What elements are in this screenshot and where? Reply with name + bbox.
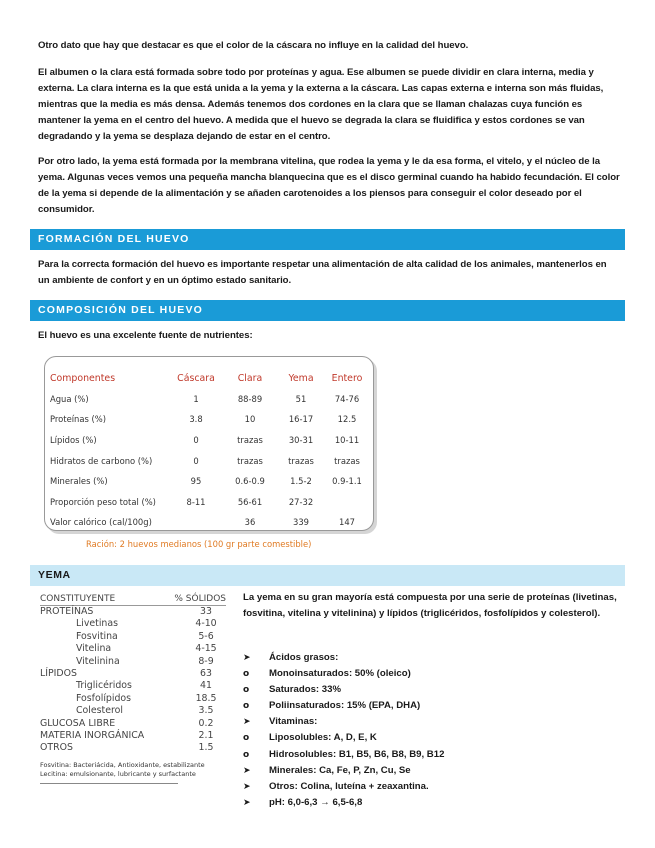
yema-list-text: Hidrosolubles: B1, B5, B6, B8, B9, B12 bbox=[269, 748, 445, 760]
yolk-table-row bbox=[40, 631, 226, 643]
composition-table-row bbox=[50, 430, 370, 451]
arrow-bullet-icon: ➤ bbox=[243, 781, 251, 792]
yolk-table-row bbox=[40, 618, 226, 630]
yolk-table-row bbox=[40, 643, 226, 655]
composition-table bbox=[50, 368, 370, 533]
yema-list-text: pH: 6,0-6,3 → 6,5-6,8 bbox=[269, 796, 363, 808]
composition-table-cell: Minerales (%) bbox=[50, 476, 108, 487]
yema-list-item bbox=[243, 650, 623, 666]
composition-table-cell: Proteínas (%) bbox=[50, 414, 107, 425]
yolk-table-row bbox=[40, 680, 226, 692]
yema-list-item bbox=[243, 666, 623, 682]
yolk-footnote-fosvitina: Fosvitina: Bacteriácida, Antioxidante, estabilizante bbox=[40, 760, 205, 769]
yolk-constituent-value: 5-6 bbox=[198, 630, 214, 642]
composition-header-cell: Entero bbox=[331, 372, 363, 384]
yolk-table-row bbox=[40, 606, 226, 618]
composition-table-cell: 1.5-2 bbox=[290, 476, 312, 487]
composition-table-cell: 0 bbox=[193, 435, 199, 446]
paragraph-formacion: Para la correcta formación del huevo es importante respetar una alimentación de alta calidad de los animales, mantenerlos en un ambiente de confort y en un óptimo estado sanitario. bbox=[38, 259, 607, 286]
yema-list-text: Saturados: 33% bbox=[269, 684, 341, 696]
yema-list-item bbox=[243, 730, 623, 746]
yema-list-item bbox=[243, 763, 623, 779]
yolk-table-row bbox=[40, 705, 226, 717]
composition-table-cell: trazas bbox=[237, 455, 263, 466]
yolk-constituents-table bbox=[40, 594, 226, 784]
circle-bullet-icon: o bbox=[243, 733, 250, 744]
arrow-bullet-icon: ➤ bbox=[243, 717, 251, 728]
composition-table-cell: 10-11 bbox=[334, 435, 360, 446]
yolk-table-row bbox=[40, 718, 226, 730]
yema-list-item bbox=[243, 698, 623, 714]
composition-table-cell bbox=[170, 512, 222, 533]
yolk-table-row bbox=[40, 693, 226, 705]
yolk-col-solids: % SÓLIDOS bbox=[174, 594, 226, 604]
composition-table-cell: trazas bbox=[288, 455, 314, 466]
yolk-constituent-value: 2.1 bbox=[198, 729, 214, 741]
yema-list-item bbox=[243, 779, 623, 795]
composition-table-cell: 10 bbox=[244, 414, 256, 425]
yema-nutrient-list bbox=[243, 650, 623, 811]
yolk-constituent-name: GLUCOSA LIBRE bbox=[40, 717, 116, 729]
composition-table-cell: 12.5 bbox=[337, 414, 357, 425]
composition-table-cell: Hidratos de carbono (%) bbox=[50, 455, 153, 466]
composition-table-row bbox=[50, 471, 370, 492]
composition-table-cell: 0.6-0.9 bbox=[235, 476, 265, 487]
composition-table-row bbox=[50, 389, 370, 410]
yema-list-text: Ácidos grasos: bbox=[269, 652, 339, 663]
composition-table-cell: 0.9-1.1 bbox=[332, 476, 362, 487]
yolk-constituent-name: Livetinas bbox=[76, 618, 118, 630]
arrow-bullet-icon: ➤ bbox=[243, 653, 251, 663]
composition-table-cell: 1 bbox=[193, 393, 199, 404]
yolk-constituent-name: PROTEÍNAS bbox=[40, 606, 94, 617]
composition-table-cell: 95 bbox=[190, 476, 202, 487]
yolk-constituent-value: 0.2 bbox=[198, 717, 214, 729]
composition-table-cell: 0 bbox=[193, 455, 199, 466]
composition-table-cell: 56-61 bbox=[237, 496, 263, 507]
yolk-footnote-lecitina: Lecitina: emulsionante, lubricante y surfactante bbox=[40, 769, 196, 778]
composition-table-row bbox=[50, 409, 370, 430]
yolk-constituent-value: 3.5 bbox=[198, 705, 214, 717]
circle-bullet-icon: o bbox=[243, 749, 250, 760]
yolk-constituent-name: Vitelina bbox=[76, 643, 112, 655]
yema-list-item bbox=[243, 682, 623, 698]
composition-table-cell: trazas bbox=[237, 435, 263, 446]
section-header-yema: YEMA bbox=[30, 565, 625, 586]
yolk-constituent-name: OTROS bbox=[40, 742, 73, 754]
yolk-table-bottom-rule bbox=[40, 783, 178, 784]
yolk-constituent-name: Colesterol bbox=[76, 705, 123, 717]
composition-table-cell: Proporción peso total (%) bbox=[50, 496, 156, 507]
yolk-constituent-value: 8-9 bbox=[198, 655, 214, 667]
yolk-constituent-name: Triglicéridos bbox=[76, 680, 132, 692]
composition-header-cell: Componentes bbox=[50, 372, 116, 384]
yolk-constituent-value: 41 bbox=[200, 680, 212, 692]
composition-header-cell: Clara bbox=[237, 372, 263, 384]
circle-bullet-icon: o bbox=[243, 669, 250, 680]
composition-table-cell: 30-31 bbox=[288, 435, 314, 446]
yolk-constituent-value: 4-10 bbox=[195, 618, 217, 630]
yolk-constituent-value: 18.5 bbox=[195, 692, 217, 704]
composition-table-cell: 74-76 bbox=[334, 393, 360, 404]
composition-table-row bbox=[50, 512, 370, 533]
yema-list-text: Otros: Colina, luteína + zeaxantina. bbox=[269, 780, 429, 792]
composition-table-cell: 8-11 bbox=[186, 496, 206, 507]
composition-table-cell: 36 bbox=[244, 517, 256, 528]
composition-header-cell: Yema bbox=[288, 372, 314, 384]
composition-table-cell: 16-17 bbox=[288, 414, 314, 425]
paragraph-yema-composition: La yema en su gran mayoría está compuesta por una serie de proteínas (livetinas, fosvitina, vitelina y vitelinina) y lípidos (triglicéridos, fosfolípidos y colesterol). bbox=[243, 592, 617, 620]
yolk-col-constituent: CONSTITUYENTE bbox=[40, 594, 116, 604]
composition-table-cell: 339 bbox=[293, 517, 309, 528]
composition-table-row bbox=[50, 450, 370, 471]
ration-note: Ración: 2 huevos medianos (100 gr parte comestible) bbox=[86, 539, 312, 549]
yema-list-item bbox=[243, 795, 623, 811]
composition-table-cell: trazas bbox=[334, 455, 360, 466]
composition-header-cell: Cáscara bbox=[177, 372, 215, 384]
composition-table-cell bbox=[324, 492, 370, 513]
composition-table-cell: Valor calórico (cal/100g) bbox=[50, 517, 152, 528]
yolk-table-row bbox=[40, 656, 226, 668]
yolk-constituent-name: Vitelinina bbox=[76, 655, 120, 667]
yema-list-text: Minerales: Ca, Fe, P, Zn, Cu, Se bbox=[269, 764, 411, 776]
yolk-table-header bbox=[40, 594, 226, 606]
composition-table-cell: 51 bbox=[295, 393, 307, 404]
yolk-table-footnotes bbox=[40, 761, 226, 779]
yolk-constituent-value: 63 bbox=[200, 667, 212, 679]
composition-table-cell: 88-89 bbox=[237, 393, 263, 404]
yema-list-item bbox=[243, 714, 623, 730]
paragraph-nutrients: El huevo es una excelente fuente de nutrientes: bbox=[38, 330, 253, 341]
section-header-composicion: COMPOSICIÓN DEL HUEVO bbox=[30, 300, 625, 321]
yema-list-text: Monoinsaturados: 50% (oleico) bbox=[269, 668, 411, 680]
composition-table-cell: 3.8 bbox=[189, 414, 203, 425]
yolk-table-row bbox=[40, 668, 226, 680]
composition-table-card bbox=[36, 352, 380, 550]
circle-bullet-icon: o bbox=[243, 701, 250, 712]
paragraph-shell-color: Otro dato que hay que destacar es que el color de la cáscara no influye en la calidad del huevo. bbox=[38, 40, 469, 51]
composition-table-cell: Agua (%) bbox=[50, 393, 89, 404]
yolk-table-row bbox=[40, 730, 226, 742]
yolk-constituent-value: 4-15 bbox=[195, 643, 217, 655]
yema-list-text: Poliinsaturados: 15% (EPA, DHA) bbox=[269, 700, 421, 712]
paragraph-yolk: Por otro lado, la yema está formada por la membrana vitelina, que rodea la yema y le da esa forma, el vitelo, y el núcleo de la yema. Algunas veces vemos una pequeña mancha blanquecina que es el disco germinal cuando ha habido fecundación. El color de la yema si depende de la alimentación y se añaden carotenoides a los piensos para conseguir el color deseado por el consumidor. bbox=[38, 156, 620, 215]
composition-table-cell: 27-32 bbox=[288, 496, 314, 507]
yema-list-item bbox=[243, 747, 623, 763]
composition-table-row bbox=[50, 492, 370, 513]
composition-table-cell: 147 bbox=[339, 517, 355, 528]
yolk-constituent-value: 33 bbox=[200, 606, 212, 617]
arrow-bullet-icon: ➤ bbox=[243, 765, 251, 776]
yema-list-text: Liposolubles: A, D, E, K bbox=[269, 732, 377, 744]
yolk-constituent-name: Fosfolípidos bbox=[76, 692, 132, 704]
composition-table-cell: Lípidos (%) bbox=[50, 435, 97, 446]
yolk-constituent-value: 1.5 bbox=[198, 742, 214, 754]
yolk-constituent-name: MATERIA INORGÁNICA bbox=[40, 729, 145, 741]
arrow-bullet-icon: ➤ bbox=[243, 797, 251, 808]
yolk-table-row bbox=[40, 742, 226, 754]
yolk-constituent-name: Fosvitina bbox=[76, 630, 118, 642]
yolk-constituent-name: LÍPIDOS bbox=[40, 667, 77, 679]
paragraph-albumen: El albumen o la clara está formada sobre todo por proteínas y agua. Ese albumen se puede dividir en clara interna, media y externa. La clara interna es la que está unida a la yema y la externa a la cáscara. Las capas externa e interna son más fluidas, mientras que la media es más densa. Además tenemos dos cordones en la clara que se llaman chalazas cuya función es mantener la yema en el centro del huevo. A medida que el huevo se degrada la clara se fluidifica y estos cordones se van degradando y la yema se desplaza dejando de estar en el centro. bbox=[38, 67, 604, 142]
section-header-formacion: FORMACIÓN DEL HUEVO bbox=[30, 229, 625, 250]
circle-bullet-icon: o bbox=[243, 685, 250, 696]
yema-list-text: Vitaminas: bbox=[269, 716, 318, 728]
